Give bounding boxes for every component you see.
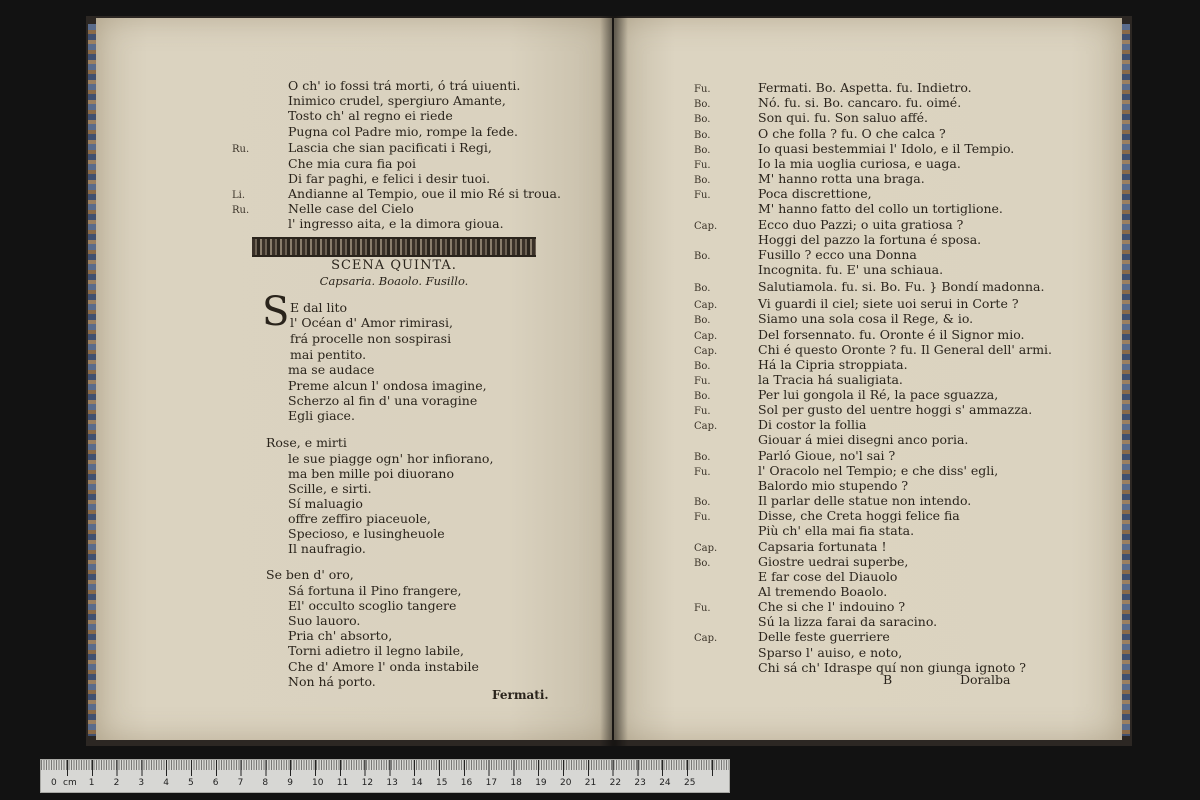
- speaker-label: Bo.: [694, 497, 711, 508]
- speaker-label: Bo.: [694, 283, 711, 294]
- aria-line: ma ben mille poi diuorano: [288, 466, 454, 481]
- speaker-label: Fu.: [694, 190, 711, 201]
- ruler-number: 22: [609, 778, 622, 788]
- speaker-label: Cap.: [694, 543, 718, 554]
- ruler-number: 4: [163, 778, 169, 788]
- aria-line: Egli giace.: [288, 408, 355, 423]
- signature-mark: B: [883, 672, 893, 687]
- speaker-label: Ru.: [232, 144, 250, 155]
- speaker-label: Fu.: [694, 603, 711, 614]
- speaker-label: Ru.: [232, 205, 250, 216]
- speaker-label: Bo.: [694, 315, 711, 326]
- verse-line: Pugna col Padre mio, rompe la fede.: [288, 124, 518, 139]
- ruler-number: 25: [684, 778, 696, 788]
- aria-line: El' occulto scoglio tangere: [288, 598, 457, 613]
- verse-line: Che mia cura fia poi: [288, 156, 417, 171]
- dialogue-line: Son qui. fu. Son saluo affé.: [758, 110, 928, 125]
- dialogue-line: Del forsennato. fu. Oronte é il Signor mio.: [758, 327, 1025, 342]
- decorative-header-band: [252, 237, 536, 257]
- ruler-number: 13: [386, 778, 398, 788]
- speaker-label: Cap.: [694, 300, 718, 311]
- dialogue-line: Capsaria fortunata !: [758, 539, 887, 554]
- speaker-label: Bo.: [694, 130, 711, 141]
- ruler-number: 19: [535, 778, 547, 788]
- aria-line: Torni adietro il legno labile,: [288, 643, 464, 658]
- dialogue-line: Hoggi del pazzo la fortuna é sposa.: [758, 232, 982, 247]
- dialogue-line: Giouar á miei disegni anco poria.: [758, 432, 969, 447]
- verse-line: O ch' io fossi trá morti, ó trá uiuenti.: [288, 78, 521, 93]
- speaker-label: Li.: [232, 190, 246, 201]
- aria-line: Specioso, e lusingheuole: [288, 526, 445, 541]
- dialogue-line: Incognita. fu. E' una schiaua.: [758, 262, 944, 277]
- verse-line: Lascia che sian pacificati i Regi,: [288, 140, 492, 155]
- ruler-number: 17: [485, 778, 498, 788]
- dialogue-line: O che folla ? fu. O che calca ?: [758, 126, 946, 141]
- dialogue-line: Sparso l' auiso, e noto,: [758, 645, 903, 660]
- aria-line: l' Océan d' Amor rimirasi,: [290, 315, 453, 330]
- aria-line: Suo lauoro.: [288, 613, 361, 628]
- ruler-number: 18: [510, 778, 522, 788]
- dialogue-line: Salutiamola. fu. si. Bo. Fu. } Bondí madonna.: [758, 279, 1045, 294]
- dialogue-line: Há la Cipria stroppiata.: [758, 357, 908, 372]
- ruler-number: 0: [51, 778, 57, 788]
- left-catchword: Fermati.: [492, 688, 549, 702]
- drop-cap: S: [262, 289, 290, 335]
- speaker-label: Bo.: [694, 452, 711, 463]
- ruler-number: 14: [411, 778, 423, 788]
- dialogue-line: Vi guardi il ciel; siete uoi serui in Corte ?: [758, 296, 1019, 311]
- speaker-label: Bo.: [694, 175, 711, 186]
- ruler-major-ticks: [67, 760, 727, 776]
- dialogue-line: Per lui gongola il Ré, la pace sguazza,: [758, 387, 999, 402]
- speaker-label: Cap.: [694, 421, 718, 432]
- aria-line: ma se audace: [288, 362, 375, 377]
- ruler-number: 7: [237, 778, 244, 788]
- dialogue-line: Siamo una sola cosa il Rege, & io.: [758, 311, 974, 326]
- aria-line: Sá fortuna il Pino frangere,: [288, 583, 462, 598]
- speaker-label: Bo.: [694, 558, 711, 569]
- dialogue-line: Al tremendo Boaolo.: [758, 584, 888, 599]
- dialogue-line: Parló Gioue, no'l sai ?: [758, 448, 896, 463]
- dialogue-line: Balordo mio stupendo ?: [758, 478, 909, 493]
- scene-cast: Capsaria. Boaolo. Fusillo.: [319, 274, 469, 288]
- right-catchword: Doralba: [960, 672, 1011, 687]
- verse-line: l' ingresso aita, e la dimora gioua.: [288, 216, 504, 231]
- ruler-number: 15: [436, 778, 448, 788]
- aria-line: Sí maluagio: [288, 496, 363, 511]
- verse-line: Inimico crudel, spergiuro Amante,: [288, 93, 506, 108]
- aria-line: mai pentito.: [290, 347, 367, 362]
- speaker-label: Bo.: [694, 391, 711, 402]
- dialogue-line: Sol per gusto del uentre hoggi s' ammazza.: [758, 402, 1033, 417]
- dialogue-line: Più ch' ella mai fia stata.: [758, 523, 915, 538]
- speaker-label: Fu.: [694, 376, 711, 387]
- dialogue-line: Nó. fu. si. Bo. cancaro. fu. oimé.: [758, 95, 962, 110]
- speaker-label: Bo.: [694, 145, 711, 156]
- ruler-number: 3: [138, 778, 145, 788]
- ruler-number: 16: [460, 778, 473, 788]
- dialogue-line: Disse, che Creta hoggi felice fia: [758, 508, 960, 523]
- aria-line: frá procelle non sospirasi: [290, 331, 452, 346]
- ruler-number: 24: [659, 778, 671, 788]
- dialogue-line: Delle feste guerriere: [758, 629, 890, 644]
- measurement-ruler: [40, 759, 730, 793]
- speaker-label: Cap.: [694, 221, 718, 232]
- speaker-label: Fu.: [694, 467, 711, 478]
- speaker-label: Fu.: [694, 512, 711, 523]
- ruler-number: 8: [262, 778, 269, 788]
- aria-line: Rose, e mirti: [266, 435, 347, 450]
- speaker-label: Fu.: [694, 406, 711, 417]
- verse-line: Tosto ch' al regno ei riede: [288, 108, 453, 123]
- dialogue-line: Chi é questo Oronte ? fu. Il General dell' armi.: [758, 342, 1053, 357]
- dialogue-line: l' Oracolo nel Tempio; e che diss' egli,: [758, 463, 999, 478]
- dialogue-line: Giostre uedrai superbe,: [758, 554, 909, 569]
- speaker-label: Bo.: [694, 99, 711, 110]
- dialogue-line: Di costor la follia: [758, 417, 867, 432]
- speaker-label: Bo.: [694, 361, 711, 372]
- speaker-label: Cap.: [694, 633, 718, 644]
- dialogue-line: M' hanno rotta una braga.: [758, 171, 925, 186]
- aria-line: Se ben d' oro,: [266, 567, 354, 582]
- ruler-number: 5: [188, 778, 194, 788]
- ruler-number: 21: [584, 778, 597, 788]
- dialogue-line: Ecco duo Pazzi; o uita gratiosa ?: [758, 217, 964, 232]
- aria-line: Non há porto.: [288, 674, 376, 689]
- ruler-number: 10: [312, 778, 324, 788]
- dialogue-line: Che si che l' indouino ?: [758, 599, 906, 614]
- ruler-number: 2: [113, 778, 120, 788]
- ruler-unit: cm: [63, 778, 77, 788]
- aria-line: Scille, e sirti.: [288, 481, 372, 496]
- speaker-label: Fu.: [694, 160, 711, 171]
- ruler-number: 11: [336, 778, 349, 788]
- dialogue-line: Fusillo ? ecco una Donna: [758, 247, 917, 262]
- dialogue-line: la Tracia há sualigiata.: [758, 372, 903, 387]
- dialogue-line: Chi sá ch' Idraspe quí non giunga ignoto ?: [758, 660, 1026, 675]
- verse-line: Di far paghi, e felici i desir tuoi.: [288, 171, 491, 186]
- verse-line: Nelle case del Cielo: [288, 201, 414, 216]
- aria-line: Preme alcun l' ondosa imagine,: [288, 378, 487, 393]
- aria-line: Che d' Amore l' onda instabile: [288, 659, 479, 674]
- speaker-label: Bo.: [694, 114, 711, 125]
- aria-line: Il naufragio.: [288, 541, 366, 556]
- dialogue-line: E far cose del Diauolo: [758, 569, 898, 584]
- aria-line: offre zeffiro piaceuole,: [288, 511, 431, 526]
- book-spine: [600, 16, 628, 746]
- ruler-number: 9: [287, 778, 293, 788]
- speaker-label: Bo.: [694, 251, 711, 262]
- ruler-number: 23: [634, 778, 646, 788]
- dialogue-line: Io la mia uoglia curiosa, e uaga.: [758, 156, 961, 171]
- dialogue-line: Poca discrettione,: [758, 186, 872, 201]
- ruler-number: 12: [361, 778, 374, 788]
- speaker-label: Fu.: [694, 84, 711, 95]
- speaker-label: Cap.: [694, 331, 718, 342]
- ruler-number: 20: [560, 778, 572, 788]
- ruler-number: 1: [88, 778, 95, 788]
- aria-line: E dal lito: [290, 300, 348, 315]
- aria-line: le sue piagge ogn' hor infiorano,: [288, 451, 494, 466]
- scene-title: SCENA QUINTA.: [331, 258, 457, 273]
- verse-line: Andianne al Tempio, oue il mio Ré si troua.: [288, 186, 561, 201]
- dialogue-line: M' hanno fatto del collo un tortiglione.: [758, 201, 1003, 216]
- dialogue-line: Il parlar delle statue non intendo.: [758, 493, 972, 508]
- dialogue-line: Io quasi bestemmiai l' Idolo, e il Tempio.: [758, 141, 1015, 156]
- speaker-label: Cap.: [694, 346, 718, 357]
- ruler-number: 6: [212, 778, 219, 788]
- aria-line: Scherzo al fin d' una voragine: [288, 393, 478, 408]
- aria-line: Pria ch' absorto,: [288, 628, 393, 643]
- dialogue-line: Fermati. Bo. Aspetta. fu. Indietro.: [758, 80, 972, 95]
- dialogue-line: Sú la lizza farai da saracino.: [758, 614, 938, 629]
